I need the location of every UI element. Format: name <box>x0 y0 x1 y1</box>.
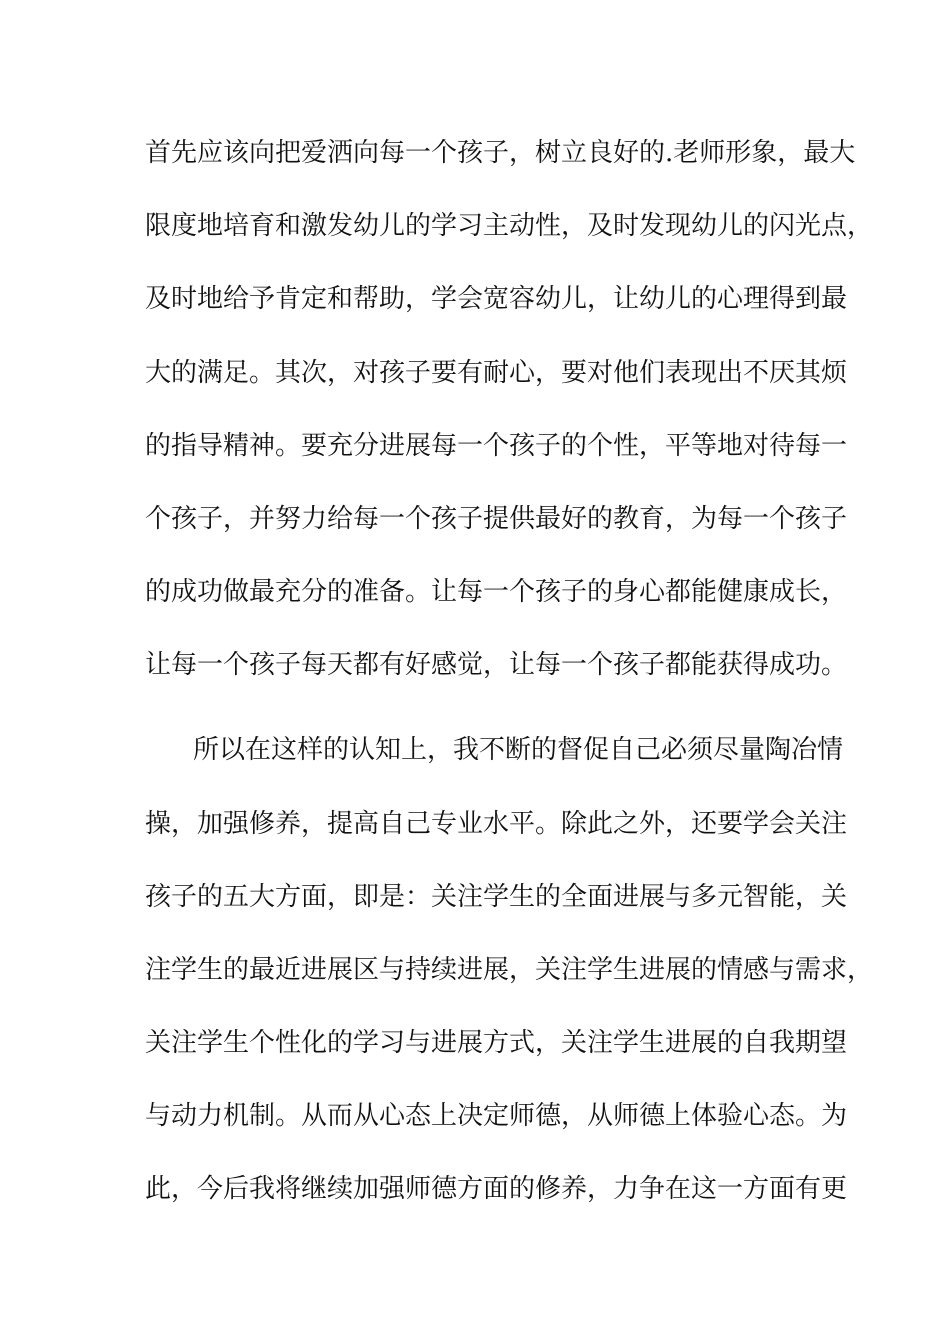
text-line: 的指导精神。要充分进展每一个孩子的个性，平等地对待每一 <box>145 431 848 461</box>
text-line: 注学生的最近进展区与持续进展，关注学生进展的情感与需求， <box>145 955 874 985</box>
text-line: 首先应该向把爱洒向每一个孩子，树立良好的.老师形象，最大 <box>145 138 856 168</box>
text-line: 关注学生个性化的学习与进展方式，关注学生进展的自我期望 <box>145 1028 848 1058</box>
text-line: 大的满足。其次，对孩子要有耐心，要对他们表现出不厌其烦 <box>145 358 848 388</box>
text-line: 操，加强修养，提高自己专业水平。除此之外，还要学会关注 <box>145 809 848 839</box>
text-line: 孩子的五大方面，即是：关注学生的全面进展与多元智能，关 <box>145 882 848 912</box>
text-line: 个孩子，并努力给每一个孩子提供最好的教育，为每一个孩子 <box>145 504 848 534</box>
text-line: 限度地培育和激发幼儿的学习主动性，及时发现幼儿的闪光点， <box>145 211 874 241</box>
text-line: 及时地给予肯定和帮助，学会宽容幼儿，让幼儿的心理得到最 <box>145 284 848 314</box>
paragraph-first-line: 所以在这样的认知上，我不断的督促自己必须尽量陶冶情 <box>193 735 844 765</box>
text-line: 与动力机制。从而从心态上决定师德，从师德上体验心态。为 <box>145 1101 848 1131</box>
text-line: 的成功做最充分的准备。让每一个孩子的身心都能健康成长， <box>145 577 848 607</box>
text-line: 让每一个孩子每天都有好感觉，让每一个孩子都能获得成功。 <box>145 650 848 680</box>
text-line: 此，今后我将继续加强师德方面的修养，力争在这一方面有更 <box>145 1174 848 1204</box>
